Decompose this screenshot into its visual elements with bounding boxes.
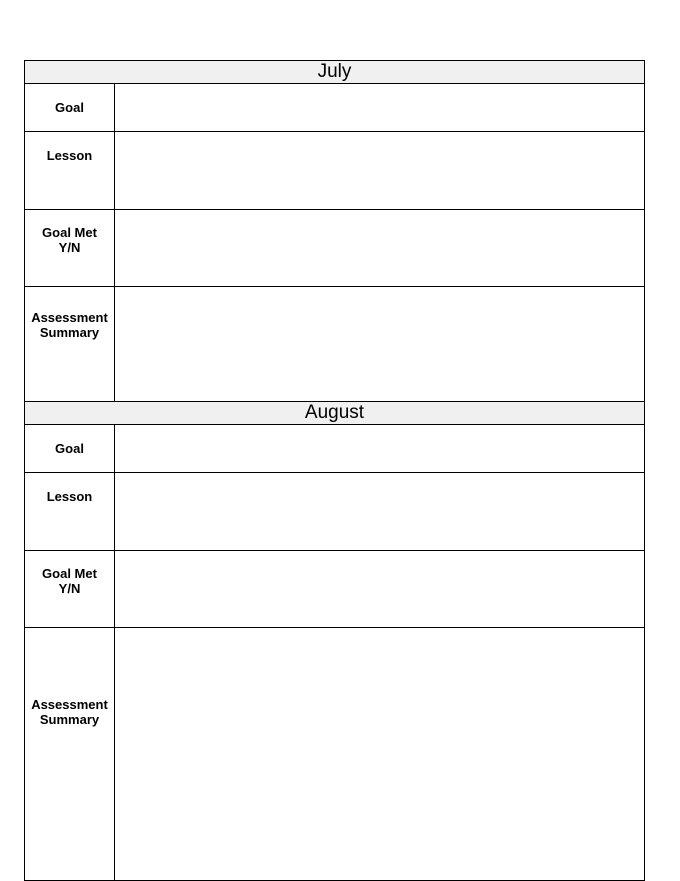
month-title-july: July bbox=[25, 61, 645, 84]
assessment-summary-label: Assessment Summary bbox=[31, 310, 108, 340]
goal-met-row-august bbox=[25, 551, 645, 628]
lesson-row-august bbox=[25, 473, 645, 551]
monthly-goal-tracker-table bbox=[24, 60, 645, 881]
goal-met-label: Goal Met Y/N bbox=[42, 566, 97, 596]
assessment-summary-label: Assessment Summary bbox=[31, 697, 108, 727]
lesson-label: Lesson bbox=[46, 489, 93, 504]
month-header-row bbox=[25, 402, 645, 425]
assessment-entry-field-august[interactable] bbox=[115, 628, 645, 881]
goal-met-label: Goal Met Y/N bbox=[42, 225, 97, 255]
lesson-entry-field-july[interactable] bbox=[115, 132, 645, 210]
assessment-row-august bbox=[25, 628, 645, 881]
goal-entry-field-august[interactable] bbox=[115, 425, 645, 473]
goal-label: Goal bbox=[55, 441, 84, 456]
goal-label: Goal bbox=[55, 100, 84, 115]
month-title-august: August bbox=[25, 402, 645, 425]
lesson-entry-field-august[interactable] bbox=[115, 473, 645, 551]
goal-met-row-july bbox=[25, 210, 645, 287]
goal-entry-field-july[interactable] bbox=[115, 84, 645, 132]
assessment-row-july bbox=[25, 287, 645, 402]
goal-met-entry-field-august[interactable] bbox=[115, 551, 645, 628]
goal-row-august bbox=[25, 425, 645, 473]
month-header-row bbox=[25, 61, 645, 84]
lesson-row-july bbox=[25, 132, 645, 210]
goal-row-july bbox=[25, 84, 645, 132]
goal-met-entry-field-july[interactable] bbox=[115, 210, 645, 287]
assessment-entry-field-july[interactable] bbox=[115, 287, 645, 402]
lesson-label: Lesson bbox=[46, 148, 93, 163]
